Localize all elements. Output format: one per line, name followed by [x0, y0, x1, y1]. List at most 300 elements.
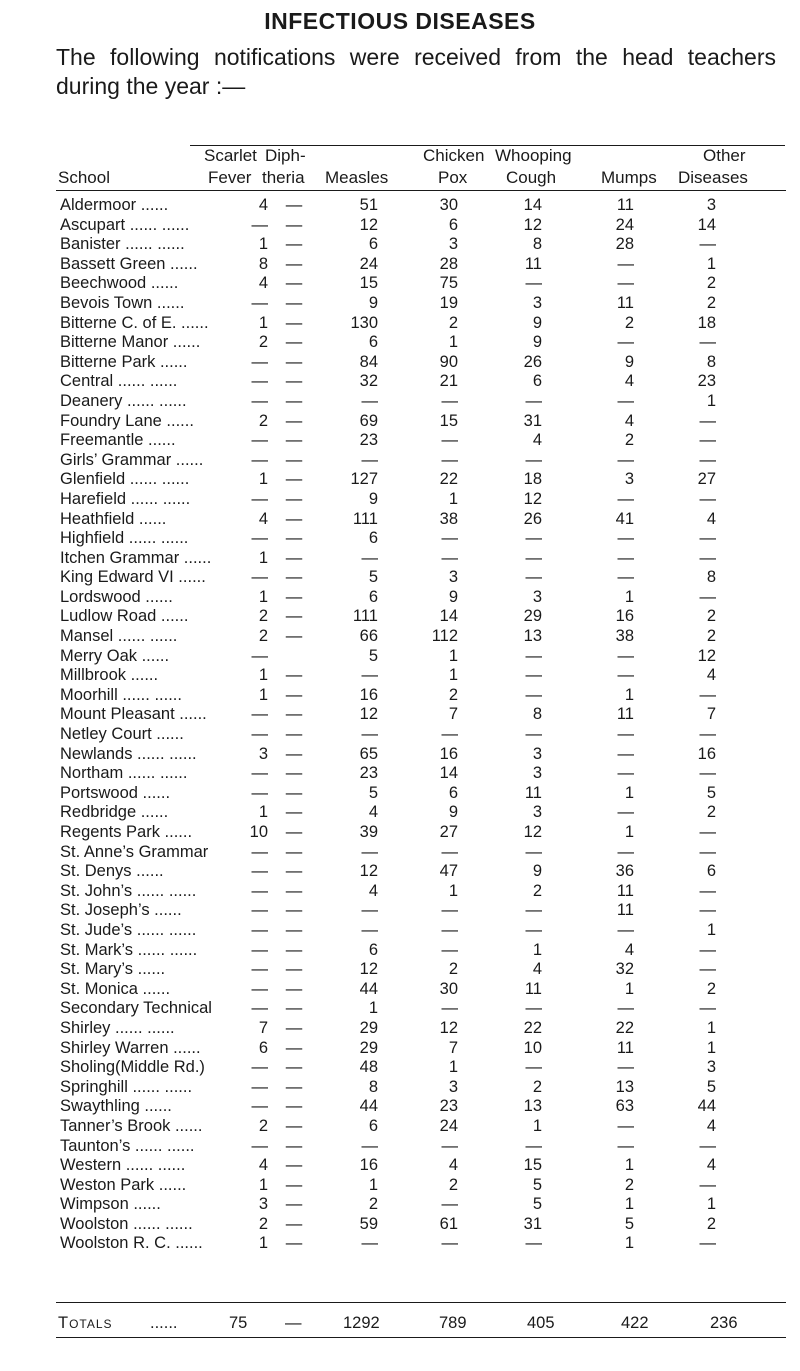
value-cell: 11 [616, 705, 634, 724]
value-cell: — [699, 411, 716, 430]
notifications-table [60, 196, 716, 1254]
value-cell: 12 [359, 862, 378, 881]
school-name-cell: St. Jude’s ...... ...... [60, 920, 197, 939]
value-cell: — [251, 979, 268, 998]
value-cell: 44 [359, 1097, 378, 1116]
table-body [60, 196, 716, 1254]
value-cell: — [285, 1116, 303, 1135]
value-cell: — [251, 901, 268, 920]
value-cell: 51 [359, 196, 378, 214]
value-cell: — [285, 1214, 303, 1233]
header-diph-line1: Diph- [265, 146, 306, 165]
value-cell: 1 [258, 666, 268, 685]
value-cell: — [699, 1175, 716, 1194]
table-row [60, 999, 716, 1019]
value-cell: 14 [439, 764, 458, 783]
value-cell: — [361, 1136, 378, 1155]
totals-other: 236 [710, 1314, 738, 1332]
value-cell: — [285, 1156, 303, 1175]
school-name-cell: St. Mark’s ...... ...... [60, 940, 198, 959]
value-cell: 14 [523, 196, 542, 214]
value-cell: 1 [448, 666, 458, 685]
school-name-cell: Secondary Technical [60, 999, 212, 1018]
value-cell: 22 [523, 1018, 542, 1037]
value-cell: — [285, 803, 303, 822]
value-cell: 8 [258, 254, 268, 273]
school-name-cell: Wimpson ...... [60, 1195, 161, 1214]
value-cell: 2 [624, 313, 634, 332]
table-row [60, 1019, 716, 1039]
value-cell: 4 [706, 509, 716, 528]
value-cell: — [285, 509, 303, 528]
value-cell: 4 [706, 1116, 716, 1135]
value-cell: 3 [532, 744, 542, 763]
value-cell: 1 [448, 1058, 458, 1077]
value-cell: 1 [258, 1234, 268, 1253]
page-title: INFECTIOUS DISEASES [264, 8, 536, 34]
value-cell: — [285, 215, 303, 234]
value-cell: 2 [532, 881, 542, 900]
value-cell: 1 [258, 548, 268, 567]
value-cell: 1 [368, 999, 378, 1018]
value-cell: — [251, 881, 268, 900]
value-cell: — [699, 333, 716, 352]
value-cell: 2 [706, 627, 716, 646]
header-other-line1: Other [703, 146, 746, 165]
value-cell: 7 [448, 705, 458, 724]
value-cell: 44 [697, 1097, 716, 1116]
value-cell: 4 [368, 881, 378, 900]
table-row [60, 764, 716, 784]
value-cell: 16 [359, 1156, 378, 1175]
value-cell: — [525, 274, 542, 293]
header-chicken-line1: Chicken [423, 146, 485, 165]
school-name-cell: Moorhill ...... ...... [60, 685, 182, 704]
value-cell: — [361, 842, 378, 861]
value-cell: 4 [532, 960, 542, 979]
table-row [60, 803, 716, 823]
value-cell: 1 [624, 587, 634, 606]
value-cell: 6 [448, 783, 458, 802]
value-cell: 12 [523, 823, 542, 841]
value-cell: 6 [368, 529, 378, 548]
value-cell: 41 [615, 509, 634, 528]
value-cell: 2 [448, 960, 458, 979]
value-cell: — [251, 352, 268, 371]
value-cell: 2 [706, 274, 716, 293]
value-cell: 12 [359, 960, 378, 979]
value-cell: 2 [258, 627, 268, 646]
value-cell: — [525, 548, 542, 567]
value-cell: 9 [448, 803, 458, 822]
value-cell: — [285, 960, 303, 979]
value-cell: — [617, 1058, 634, 1077]
table-row [60, 568, 716, 588]
school-name-cell: Aldermoor ...... [60, 196, 169, 214]
value-cell: 2 [624, 431, 634, 450]
value-cell: — [441, 1136, 458, 1155]
value-cell: 2 [706, 1214, 716, 1233]
value-cell: — [525, 1058, 542, 1077]
value-cell: 13 [523, 1097, 542, 1116]
value-cell: — [285, 1038, 303, 1057]
value-cell: — [617, 274, 634, 293]
value-cell: — [525, 568, 542, 587]
value-cell: 15 [359, 274, 378, 293]
header-scarlet-line2: Fever [208, 168, 252, 187]
school-name-cell: Freemantle ...... [60, 431, 176, 450]
school-name-cell: St. Denys ...... [60, 862, 164, 881]
value-cell: 3 [532, 803, 542, 822]
value-cell: 3 [624, 470, 634, 489]
value-cell: — [285, 293, 303, 312]
value-cell: 29 [359, 1038, 378, 1057]
value-cell: — [285, 489, 303, 508]
school-name-cell: Ascupart ...... ...... [60, 215, 190, 234]
school-name-cell: Sholing(Middle Rd.) [60, 1058, 205, 1077]
value-cell: 5 [532, 1195, 542, 1214]
school-name-cell: St. Anne’s Grammar [60, 842, 209, 861]
school-name-cell: St. Mary’s ...... [60, 960, 166, 979]
school-name-cell: Merry Oak ...... [60, 646, 170, 665]
table-row [60, 921, 716, 941]
value-cell: — [617, 568, 634, 587]
header-chicken-line2: Pox [438, 168, 468, 187]
value-cell: 26 [523, 352, 542, 371]
value-cell: — [617, 1116, 634, 1135]
value-cell: — [285, 1097, 303, 1116]
value-cell: — [251, 489, 268, 508]
value-cell: 112 [431, 627, 458, 646]
table-row [60, 216, 716, 236]
school-name-cell: St. John’s ...... ...... [60, 881, 197, 900]
value-cell: 38 [439, 509, 458, 528]
value-cell: 15 [439, 411, 458, 430]
value-cell: 5 [706, 1077, 716, 1096]
value-cell: 39 [359, 823, 378, 841]
value-cell: 10 [523, 1038, 542, 1057]
table-row [60, 745, 716, 765]
value-cell: 9 [532, 313, 542, 332]
school-name-cell: Bitterne Park ...... [60, 352, 188, 371]
table-row [60, 607, 716, 627]
value-cell: — [251, 529, 268, 548]
table-row [60, 1117, 716, 1137]
value-cell: 27 [439, 823, 458, 841]
table-row [60, 412, 716, 432]
value-cell: — [251, 431, 268, 450]
value-cell: 1 [258, 235, 268, 254]
value-cell: — [699, 823, 716, 841]
value-cell: 6 [368, 587, 378, 606]
value-cell: 5 [368, 646, 378, 665]
value-cell: — [441, 999, 458, 1018]
value-cell: 9 [532, 862, 542, 881]
value-cell: — [285, 979, 303, 998]
table-row [60, 314, 716, 334]
header-school: School [58, 168, 110, 187]
value-cell: 23 [359, 764, 378, 783]
value-cell: — [441, 391, 458, 410]
value-cell: 3 [448, 568, 458, 587]
value-cell: — [441, 940, 458, 959]
totals-scarlet: 75 [229, 1314, 248, 1332]
value-cell: — [617, 725, 634, 744]
school-name-cell: Woolston R. C. ...... [60, 1234, 203, 1253]
value-cell: 3 [258, 744, 268, 763]
value-cell: 4 [258, 509, 268, 528]
value-cell: — [699, 842, 716, 861]
value-cell: 22 [439, 470, 458, 489]
value-cell: 11 [616, 881, 634, 900]
totals-diph: — [285, 1314, 302, 1332]
table-row [60, 980, 716, 1000]
value-cell: — [525, 1234, 542, 1253]
school-name-cell: Harefield ...... ...... [60, 489, 191, 508]
table-row [60, 1137, 716, 1157]
school-name-cell: Regents Park ...... [60, 823, 193, 841]
value-cell: 1 [624, 1234, 634, 1253]
value-cell: 11 [616, 293, 634, 312]
value-cell: 3 [706, 196, 716, 214]
value-cell: 12 [697, 646, 716, 665]
value-cell: 15 [523, 1156, 542, 1175]
value-cell: 32 [359, 372, 378, 391]
value-cell: — [285, 842, 303, 861]
value-cell: 4 [706, 1156, 716, 1175]
school-name-cell: Bevois Town ...... [60, 293, 185, 312]
value-cell: — [285, 1077, 303, 1096]
value-cell: 90 [439, 352, 458, 371]
value-cell: 11 [616, 901, 634, 920]
value-cell: — [285, 744, 303, 763]
table-row [60, 647, 716, 667]
value-cell: 1 [706, 391, 716, 410]
value-cell: 6 [448, 215, 458, 234]
value-cell: — [251, 372, 268, 391]
value-cell: 1 [624, 783, 634, 802]
value-cell: — [285, 470, 303, 489]
totals-chicken: 789 [439, 1314, 467, 1332]
value-cell: 3 [532, 293, 542, 312]
value-cell: — [525, 725, 542, 744]
value-cell: 6 [368, 940, 378, 959]
value-cell: — [251, 1058, 268, 1077]
header-top-rule [190, 145, 785, 146]
value-cell: 12 [359, 215, 378, 234]
value-cell: 12 [439, 1018, 458, 1037]
value-cell: 2 [258, 333, 268, 352]
table-row [60, 666, 716, 686]
table-row [60, 333, 716, 353]
school-name-cell: Foundry Lane ...... [60, 411, 194, 430]
value-cell: — [361, 666, 378, 685]
value-cell: — [525, 529, 542, 548]
value-cell: — [251, 999, 268, 1018]
table-row [60, 529, 716, 549]
value-cell: — [441, 431, 458, 450]
value-cell: — [361, 1234, 378, 1253]
value-cell: — [617, 764, 634, 783]
value-cell: 9 [624, 352, 634, 371]
value-cell: 12 [523, 215, 542, 234]
table-row [60, 843, 716, 863]
value-cell: — [617, 548, 634, 567]
value-cell: — [285, 920, 303, 939]
value-cell: — [525, 391, 542, 410]
value-cell: 22 [615, 1018, 634, 1037]
value-cell: 6 [258, 1038, 268, 1057]
value-cell: 4 [624, 940, 634, 959]
value-cell: 2 [624, 1175, 634, 1194]
value-cell: — [699, 529, 716, 548]
value-cell: 9 [368, 293, 378, 312]
table-row [60, 294, 716, 314]
school-name-cell: Portswood ...... [60, 783, 171, 802]
value-cell: 2 [448, 313, 458, 332]
value-cell: 8 [706, 352, 716, 371]
school-name-cell: Tanner’s Brook ...... [60, 1116, 203, 1135]
value-cell: — [441, 901, 458, 920]
value-cell: 65 [359, 744, 378, 763]
table-row [60, 490, 716, 510]
value-cell: 3 [532, 587, 542, 606]
value-cell: — [699, 235, 716, 254]
value-cell: — [699, 764, 716, 783]
school-name-cell: Millbrook ...... [60, 666, 159, 685]
value-cell: 24 [359, 254, 378, 273]
value-cell: 111 [352, 509, 378, 528]
school-name-cell: Deanery ...... ...... [60, 391, 187, 410]
school-name-cell: Itchen Grammar ...... [60, 548, 212, 567]
school-name-cell: Redbridge ...... [60, 803, 169, 822]
value-cell: 2 [448, 1175, 458, 1194]
totals-label: Totals [58, 1314, 113, 1332]
value-cell: — [251, 568, 268, 587]
value-cell: 8 [368, 1077, 378, 1096]
value-cell: 9 [448, 587, 458, 606]
value-cell: — [285, 235, 303, 254]
value-cell: — [285, 196, 303, 214]
value-cell: — [251, 646, 268, 665]
value-cell: 4 [448, 1156, 458, 1175]
school-name-cell: Bassett Green ...... [60, 254, 198, 273]
value-cell: — [285, 705, 303, 724]
value-cell: 1 [448, 881, 458, 900]
school-name-cell: Weston Park ...... [60, 1175, 187, 1194]
table-row [60, 1078, 716, 1098]
value-cell: — [699, 1136, 716, 1155]
school-name-cell: Banister ...... ...... [60, 235, 185, 254]
value-cell: — [617, 803, 634, 822]
value-cell: 23 [359, 431, 378, 450]
school-name-cell: Ludlow Road ...... [60, 607, 189, 626]
value-cell: 11 [616, 1038, 634, 1057]
value-cell: — [285, 254, 303, 273]
value-cell: — [285, 587, 303, 606]
value-cell: — [699, 725, 716, 744]
value-cell: — [251, 842, 268, 861]
value-cell: — [285, 352, 303, 371]
value-cell: 9 [532, 333, 542, 352]
value-cell: 3 [532, 764, 542, 783]
value-cell: 4 [368, 803, 378, 822]
school-name-cell: Shirley Warren ...... [60, 1038, 201, 1057]
value-cell: — [617, 333, 634, 352]
value-cell: 5 [624, 1214, 634, 1233]
value-cell: — [251, 862, 268, 881]
value-cell: — [285, 313, 303, 332]
value-cell: — [699, 685, 716, 704]
value-cell: 3 [706, 1058, 716, 1077]
value-cell: — [361, 548, 378, 567]
value-cell: 10 [249, 823, 268, 841]
value-cell: — [617, 529, 634, 548]
table-row [60, 392, 716, 412]
value-cell: — [285, 823, 303, 841]
value-cell: 2 [532, 1077, 542, 1096]
table-row [60, 255, 716, 275]
school-name-cell: Mansel ...... ...... [60, 627, 178, 646]
value-cell: 1 [706, 1018, 716, 1037]
header-mumps: Mumps [601, 168, 657, 187]
value-cell: — [699, 587, 716, 606]
value-cell: 1 [624, 685, 634, 704]
value-cell: — [699, 489, 716, 508]
intro-paragraph: The following notifications were received from the head teachers during the year :— [56, 44, 776, 99]
table-row [60, 1039, 716, 1059]
table-row [60, 1097, 716, 1117]
value-cell: 16 [439, 744, 458, 763]
school-name-cell: Springhill ...... ...... [60, 1077, 193, 1096]
value-cell: — [441, 725, 458, 744]
table-row [60, 588, 716, 608]
value-cell: — [251, 783, 268, 802]
value-cell: 4 [624, 411, 634, 430]
school-name-cell: Netley Court ...... [60, 725, 184, 744]
value-cell: — [699, 940, 716, 959]
value-cell: 4 [258, 274, 268, 293]
value-cell: 1 [368, 1175, 378, 1194]
school-name-cell: Beechwood ...... [60, 274, 179, 293]
value-cell: 61 [439, 1214, 458, 1233]
value-cell: 7 [706, 705, 716, 724]
value-cell: 26 [523, 509, 542, 528]
school-name-cell: Taunton’s ...... ...... [60, 1136, 195, 1155]
value-cell: — [699, 901, 716, 920]
value-cell: 4 [706, 666, 716, 685]
value-cell: 14 [697, 215, 716, 234]
value-cell: — [285, 940, 303, 959]
table-row [60, 510, 716, 530]
value-cell: 32 [615, 960, 634, 979]
value-cell: — [699, 960, 716, 979]
school-name-cell: Northam ...... ...... [60, 764, 188, 783]
table-row [60, 686, 716, 706]
school-name-cell: Bitterne Manor ...... [60, 333, 201, 352]
school-name-cell: Central ...... ...... [60, 372, 178, 391]
value-cell: — [441, 920, 458, 939]
school-name-cell: St. Monica ...... [60, 979, 171, 998]
value-cell: 8 [532, 705, 542, 724]
value-cell: — [285, 529, 303, 548]
value-cell: 1 [258, 313, 268, 332]
value-cell: — [525, 685, 542, 704]
totals-mumps: 422 [621, 1314, 649, 1332]
value-cell: 59 [359, 1214, 378, 1233]
value-cell: — [525, 646, 542, 665]
table-row [60, 941, 716, 961]
